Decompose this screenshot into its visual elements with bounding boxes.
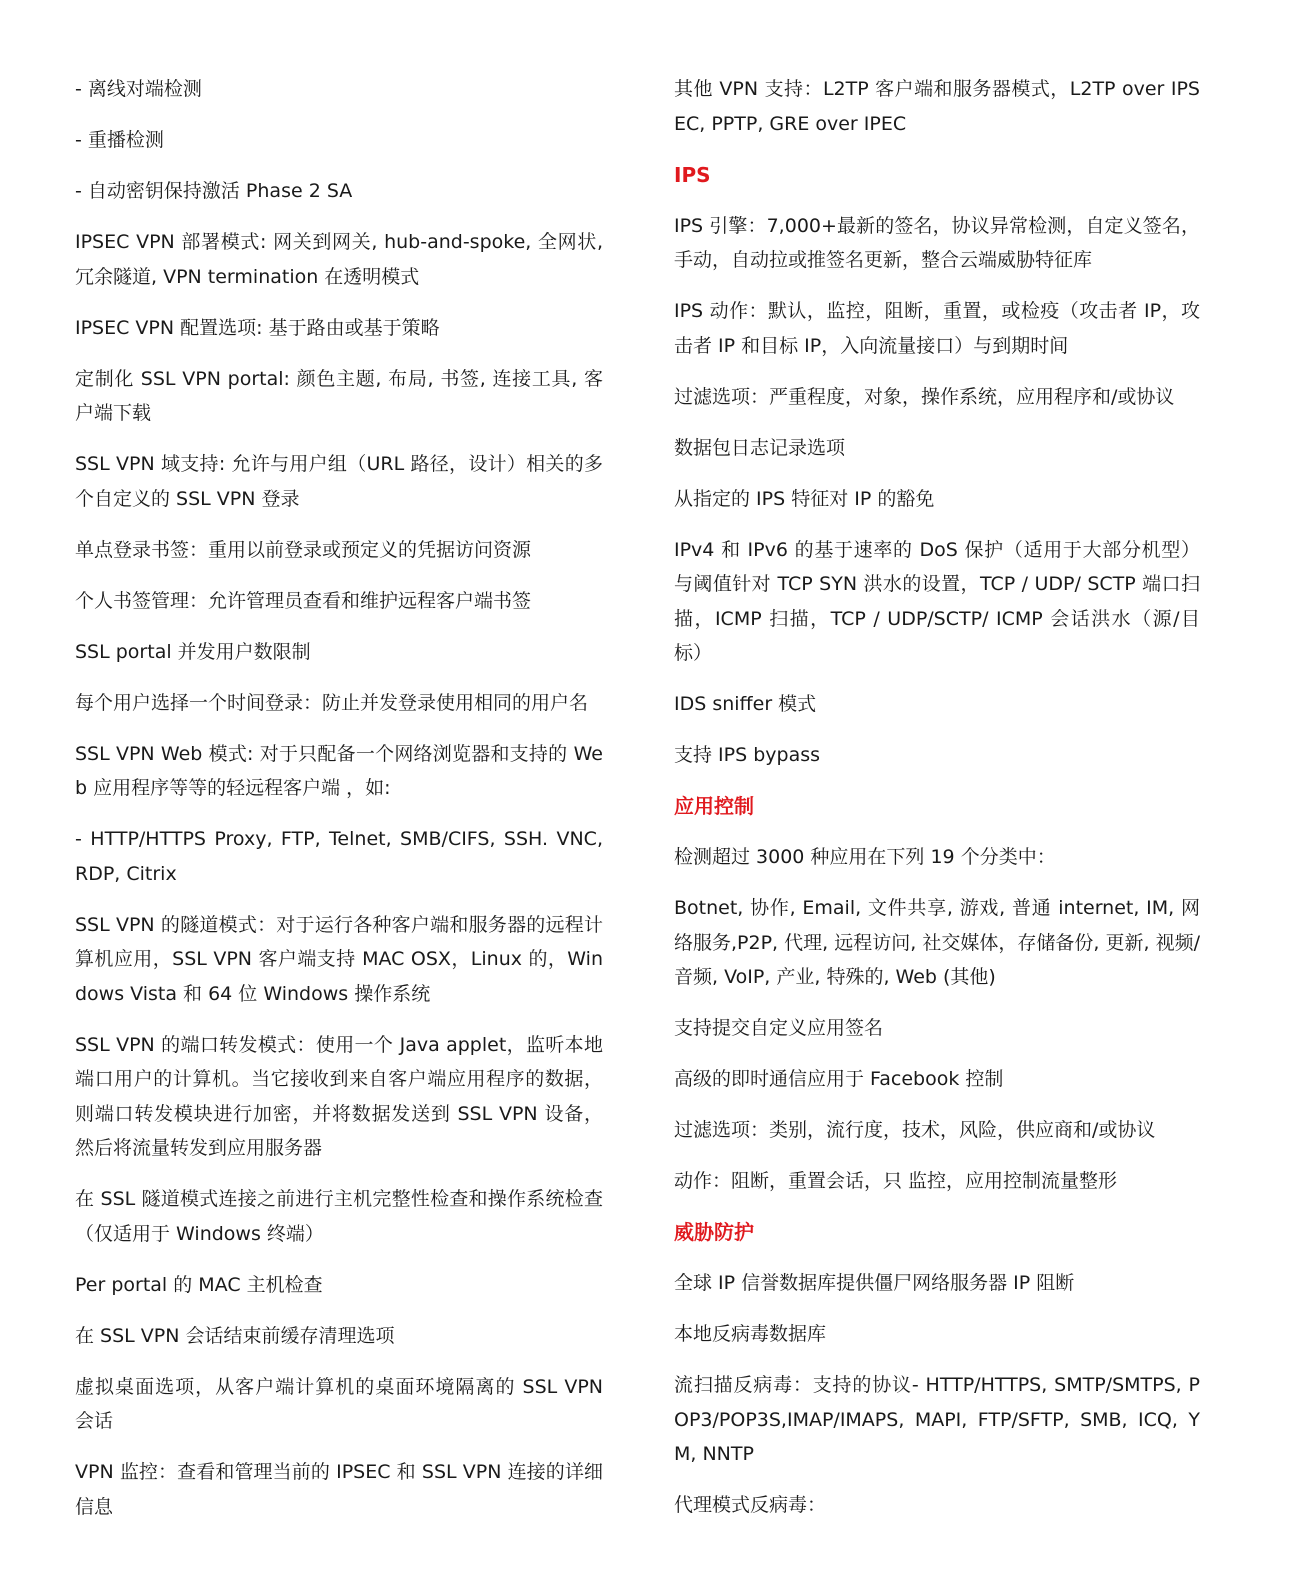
section-heading-ips: IPS <box>674 162 711 187</box>
paragraph: 在 SSL VPN 会话结束前缓存清理选项 <box>75 1324 395 1347</box>
paragraph: IPSEC VPN 配置选项: 基于路由或基于策略 <box>75 316 440 339</box>
paragraph: IPSEC VPN 部署模式: 网关到网关, hub-and-spoke, 全网状,冗余隧道, VPN termination 在透明模式 <box>75 231 603 288</box>
paragraph: Per portal 的 MAC 主机检查 <box>75 1273 323 1296</box>
paragraph: 检测超过 3000 种应用在下列 19 个分类中： <box>674 846 1056 868</box>
paragraph: SSL portal 并发用户数限制 <box>75 640 311 663</box>
paragraph: 代理模式反病毒： <box>674 1494 827 1516</box>
paragraph: 单点登录书签：重用以前登录或预定义的凭据访问资源 <box>75 538 532 561</box>
paragraph: 支持提交自定义应用签名 <box>674 1017 884 1039</box>
paragraph: 其他 VPN 支持：L2TP 客户端和服务器模式，L2TP over IPSEC, PPTP, GRE over IPEC <box>674 78 1200 135</box>
paragraph: IPS 动作：默认，监控，阻断，重置，或检疫（攻击者 IP，攻击者 IP 和目标 IP，入向流量接口）与到期时间 <box>674 300 1200 357</box>
paragraph: 虚拟桌面选项，从客户端计算机的桌面环境隔离的 SSL VPN 会话 <box>75 1375 603 1432</box>
paragraph: - HTTP/HTTPS Proxy, FTP, Telnet, SMB/CIFS, SSH. VNC, RDP, Citrix <box>75 828 603 885</box>
paragraph: 从指定的 IPS 特征对 IP 的豁免 <box>674 487 935 510</box>
paragraph: IPS 引擎：7,000+最新的签名，协议异常检测，自定义签名，手动，自动拉或推签名更新，整合云端威胁特征库 <box>674 214 1200 271</box>
paragraph: 在 SSL 隧道模式连接之前进行主机完整性检查和操作系统检查（仅适用于 Windows 终端） <box>75 1188 603 1245</box>
section-heading-app-control: 应用控制 <box>674 794 754 818</box>
paragraph: SSL VPN 的隧道模式：对于运行各种客户端和服务器的远程计算机应用，SSL VPN 客户端支持 MAC OSX，Linux 的，Windows Vista 和 64 位 Windows 操作系统 <box>75 913 603 1005</box>
paragraph: 定制化 SSL VPN portal: 颜色主题, 布局, 书签, 连接工具, 客户端下载 <box>75 367 603 424</box>
paragraph: - 重播检测 <box>75 129 164 151</box>
paragraph: - 离线对端检测 <box>75 78 202 100</box>
section-heading-threat-protection: 威胁防护 <box>674 1220 754 1244</box>
paragraph: 高级的即时通信应用于 Facebook 控制 <box>674 1068 1004 1090</box>
paragraph: IPv4 和 IPv6 的基于速率的 DoS 保护（适用于大部分机型）与阈值针对 TCP SYN 洪水的设置，TCP / UDP/ SCTP 端口扫描，ICMP 扫描，TCP / UDP/SCTP/ ICMP 会话洪水（源/目标） <box>674 538 1200 664</box>
left-column <box>75 72 603 1541</box>
paragraph: 流扫描反病毒：支持的协议- HTTP/HTTPS, SMTP/SMTPS, POP3/POP3S,IMAP/IMAPS, MAPI, FTP/SFTP, SMB, ICQ, YM, NNTP <box>674 1374 1200 1465</box>
right-column <box>674 72 1200 1539</box>
paragraph: SSL VPN Web 模式: 对于只配备一个网络浏览器和支持的 Web 应用程序等等的轻远程客户端 ，如: <box>75 742 603 799</box>
paragraph: 数据包日志记录选项 <box>674 436 846 459</box>
paragraph: 个人书签管理：允许管理员查看和维护远程客户端书签 <box>75 589 532 612</box>
paragraph: 全球 IP 信誉数据库提供僵尸网络服务器 IP 阻断 <box>674 1272 1075 1294</box>
paragraph: 每个用户选择一个时间登录：防止并发登录使用相同的用户名 <box>75 691 589 714</box>
paragraph: 动作：阻断，重置会话，只 监控，应用控制流量整形 <box>674 1170 1118 1192</box>
paragraph: 支持 IPS bypass <box>674 744 821 766</box>
paragraph: 过滤选项：严重程度，对象，操作系统，应用程序和/或协议 <box>674 385 1175 408</box>
paragraph: VPN 监控：查看和管理当前的 IPSEC 和 SSL VPN 连接的详细信息 <box>75 1461 603 1518</box>
paragraph: SSL VPN 的端口转发模式：使用一个 Java applet，监听本地端口用户的计算机。当它接收到来自客户端应用程序的数据，则端口转发模块进行加密，并将数据发送到 SSL VPN 设备，然后将流量转发到应用服务器 <box>75 1033 603 1159</box>
paragraph: Botnet, 协作, Email, 文件共享, 游戏, 普通 internet, IM, 网络服务,P2P, 代理, 远程访问, 社交媒体，存储备份, 更新, 视频/音频, VoIP, 产业, 特殊的, Web (其他) <box>674 897 1200 988</box>
paragraph: - 自动密钥保持激活 Phase 2 SA <box>75 180 353 202</box>
paragraph: IDS sniffer 模式 <box>674 693 817 715</box>
paragraph: 过滤选项：类别，流行度，技术，风险，供应商和/或协议 <box>674 1119 1156 1141</box>
paragraph: SSL VPN 域支持: 允许与用户组（URL 路径，设计）相关的多个自定义的 SSL VPN 登录 <box>75 453 603 510</box>
paragraph: 本地反病毒数据库 <box>674 1323 827 1345</box>
